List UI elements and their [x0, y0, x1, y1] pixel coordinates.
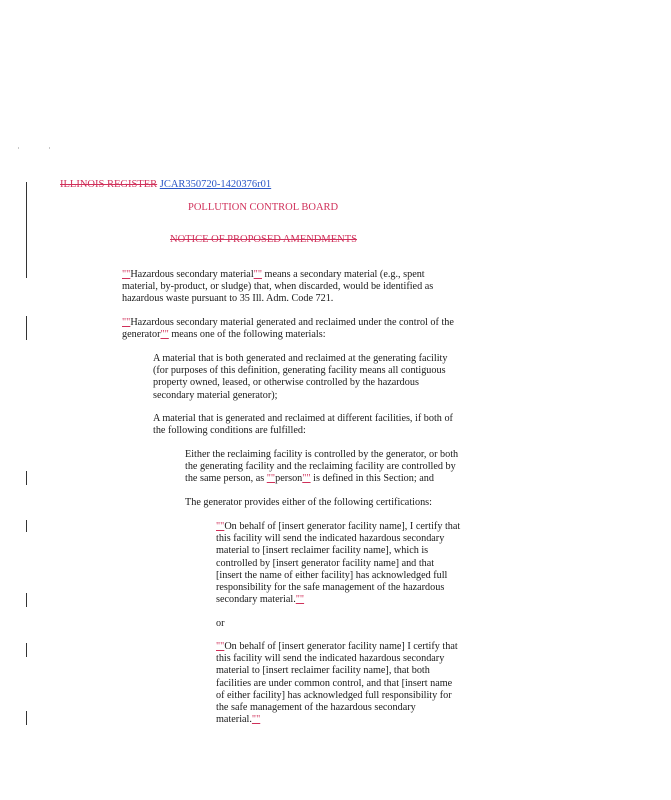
change-bar: [26, 593, 27, 607]
scan-mark: [49, 147, 50, 149]
change-bar: [26, 643, 27, 657]
text-line: [insert the name of either facility] has acknowledged full: [216, 569, 448, 581]
inserted-quote: "": [216, 521, 225, 532]
certification-common-control: [216, 641, 476, 726]
certification-common-generator: [216, 521, 476, 606]
text-line: A material that is generated and reclaimed at different facilities, if both of: [153, 413, 453, 424]
text-line: the generating facility and the reclaiming facility are controlled by: [185, 461, 456, 473]
defined-term: person: [275, 473, 303, 485]
inserted-quote: "": [295, 594, 305, 606]
text-line: generator: [122, 329, 161, 341]
deleted-notice-title: NOTICE OF PROPOSED AMENDMENTS: [170, 234, 357, 245]
text-line: facilities are under common control, and that [insert name: [216, 677, 453, 689]
scan-mark: [18, 147, 19, 149]
inserted-quote: "": [216, 641, 225, 652]
text-line: material, by-product, or sludge) that, when discarded, would be identified as: [122, 281, 434, 293]
subsection-same-facility: [153, 353, 473, 402]
definition-hazardous-secondary-material: [122, 269, 482, 306]
change-bar: [26, 711, 27, 725]
inserted-quote: "": [266, 473, 276, 485]
text-line: this facility will send the indicated hazardous secondary: [216, 533, 445, 545]
defined-term: Hazardous secondary material: [130, 269, 254, 280]
text-line: controlled by [insert generator facility name] and that: [216, 557, 435, 569]
text-line: secondary material generator);: [153, 389, 278, 401]
board-title: POLLUTION CONTROL BOARD: [188, 202, 339, 213]
text-line: Hazardous secondary material generated and reclaimed under the control of the: [130, 317, 454, 328]
text-line: On behalf of [insert generator facility name], I certify that: [224, 521, 461, 532]
definition-generated-reclaimed: [122, 317, 482, 341]
text-line: of either facility] has acknowledged full responsibility for: [216, 689, 452, 701]
text-line: material to [insert reclaimer facility name], which is: [216, 545, 429, 557]
text-line: Either the reclaiming facility is controlled by the generator, or both: [185, 449, 459, 460]
text-line: On behalf of [insert generator facility name] I certify that: [224, 641, 458, 652]
text-line: property owned, leased, or otherwise controlled by the hazardous: [153, 377, 419, 389]
subsection-different-facilities: [153, 413, 473, 437]
condition-certification: The generator provides either of the following certifications:: [185, 497, 432, 508]
inserted-quote: "": [160, 329, 169, 341]
text-line: the following conditions are fulfilled:: [153, 425, 306, 437]
inserted-quote: "": [251, 714, 261, 726]
inserted-quote: "": [253, 269, 262, 280]
condition-control: [185, 449, 475, 486]
text-line: (for purposes of this definition, generating facility means all contiguous: [153, 365, 446, 377]
text-line: the same person, as: [185, 473, 267, 485]
inserted-docket-number: JCAR350720-1420376r01: [159, 179, 272, 190]
deleted-register-text: ILLINOIS REGISTER: [60, 179, 158, 190]
text-line: means a secondary material (e.g., spent: [261, 269, 425, 280]
text-line: material to [insert reclaimer facility name], that both: [216, 665, 430, 677]
text-line: the safe management of the hazardous secondary: [216, 702, 416, 714]
inserted-quote: "": [302, 473, 311, 485]
text-line: A material that is both generated and reclaimed at the generating facility: [153, 353, 448, 364]
inserted-quote: "": [122, 317, 131, 328]
change-bar: [26, 182, 27, 278]
change-bar: [26, 471, 27, 485]
change-bar: [26, 520, 27, 532]
text-line: hazardous waste pursuant to 35 Ill. Adm. Code 721.: [122, 293, 334, 305]
text-line: material.: [216, 714, 252, 726]
register-header: [60, 179, 271, 190]
text-line: means one of the following materials:: [168, 329, 326, 341]
inserted-quote: "": [122, 269, 131, 280]
change-bar: [26, 316, 27, 340]
text-line: secondary material.: [216, 594, 296, 606]
text-line: responsibility for the safe management of the hazardous: [216, 582, 445, 594]
text-line: is defined in this Section; and: [310, 473, 434, 485]
or-separator: or: [216, 618, 225, 629]
text-line: this facility will send the indicated hazardous secondary: [216, 653, 445, 665]
